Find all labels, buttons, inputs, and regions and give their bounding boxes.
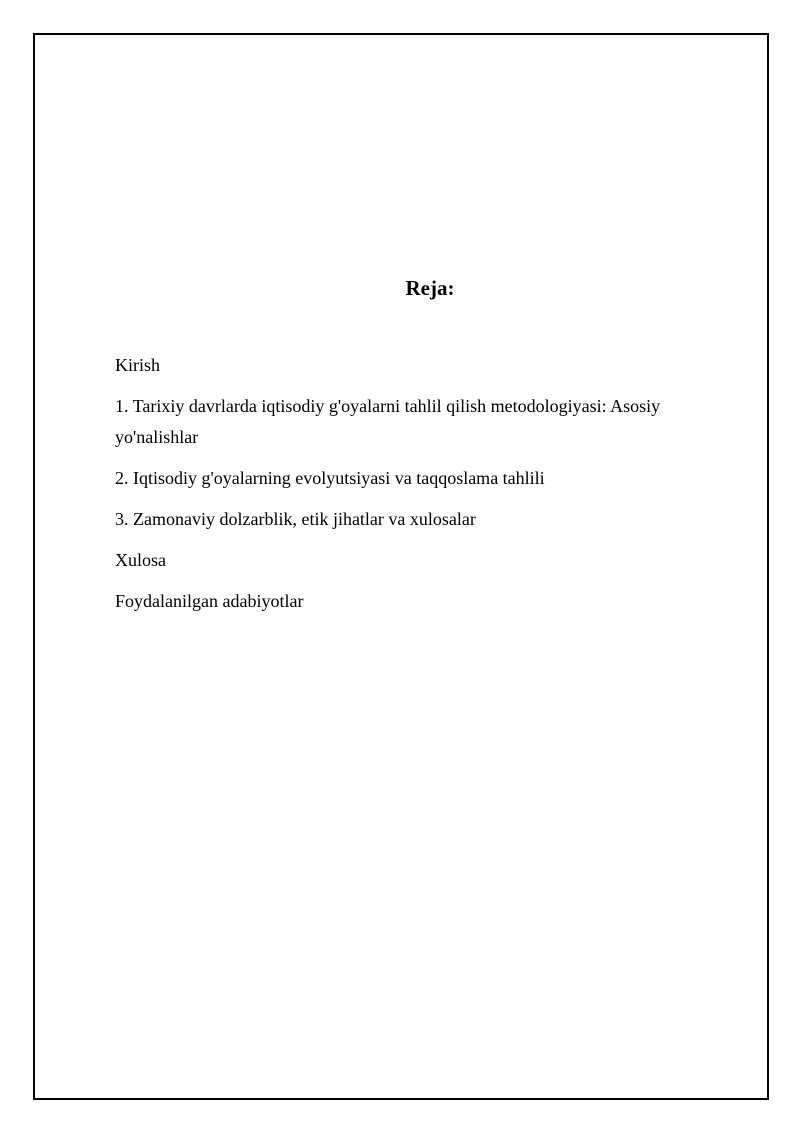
toc-item-conclusion: Xulosa [115,550,166,570]
page-title: Reja: [405,276,455,300]
toc-item-references: Foydalanilgan adabiyotlar [115,591,304,611]
toc-item-chapter-3: 3. Zamonaviy dolzarblik, etik jihatlar va xulosalar [115,509,476,529]
toc-item-introduction: Kirish [115,355,160,375]
table-of-contents [115,350,705,627]
toc-item-chapter-2: 2. Iqtisodiy g'oyalarning evolyutsiyasi va taqqoslama tahlili [115,468,545,488]
toc-item-chapter-1: 1. Tarixiy davrlarda iqtisodiy g'oyalarni tahlil qilish metodologiyasi: Asosiy yo'nalishlar [115,396,661,447]
